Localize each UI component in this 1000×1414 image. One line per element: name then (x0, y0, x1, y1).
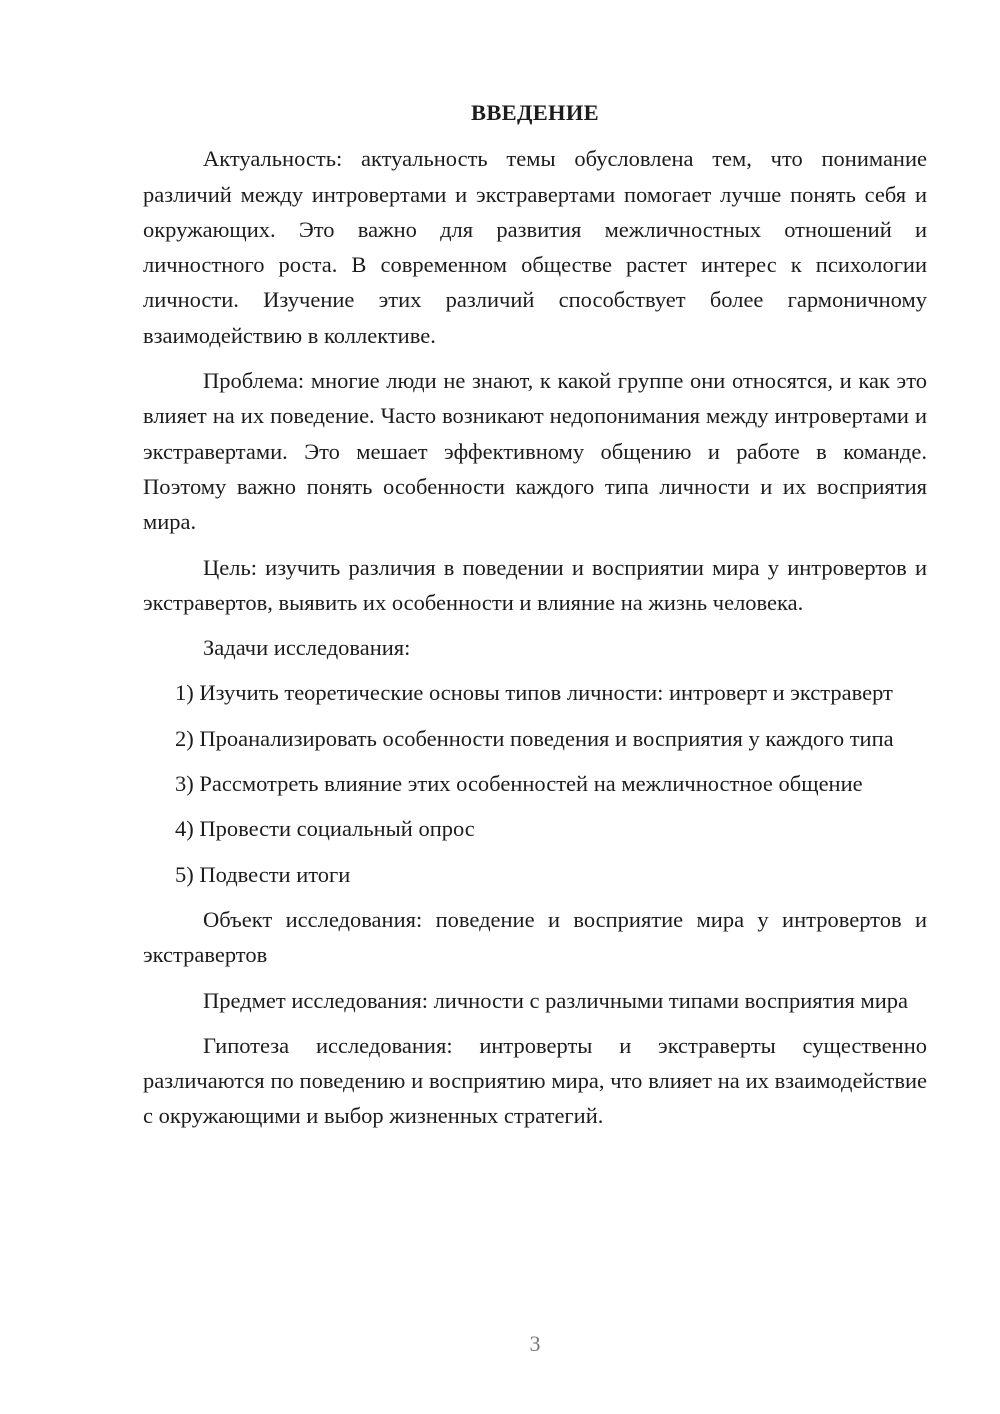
task-item-3: 3) Рассмотреть влияние этих особенностей на межличностное общение (175, 771, 863, 797)
paragraph-goal: Цель: изучить различия в поведении и восприятии мира у интровертов и экстравертов, выявить их особенности и влияние на жизнь человека. (143, 554, 927, 615)
document-body (143, 95, 927, 1144)
task-item-5: 5) Подвести итоги (175, 861, 351, 887)
paragraph-problem: Проблема: многие люди не знают, к какой группе они относятся, и как это влияет на их поведение. Часто возникают недопонимания между интровертами и экстравертами. Это мешает эффективному общению и работе в команде. Поэтому важно понять особенности каждого типа личности и их восприятия мира. (143, 368, 927, 535)
section-heading: ВВЕДЕНИЕ (471, 100, 599, 125)
paragraph-relevance: Актуальность: актуальность темы обусловлена тем, что понимание различий между интровертами и экстравертами помогает лучше понять себя и окружающих. Это важно для развития межличностных отношений и личностного роста. В современном обществе растет интерес к психологии личности. Изучение этих различий способствует более гармоничному взаимодействию в коллективе. (143, 146, 927, 348)
paragraph-subject: Предмет исследования: личности с различными типами восприятия мира (203, 987, 908, 1013)
task-item-4: 4) Провести социальный опрос (175, 816, 475, 842)
task-item-2: 2) Проанализировать особенности поведения и восприятия у каждого типа (175, 725, 894, 751)
task-item-1: 1) Изучить теоретические основы типов личности: интроверт и экстраверт (175, 680, 893, 706)
page-number: 3 (529, 1331, 541, 1356)
tasks-title: Задачи исследования: (203, 635, 411, 661)
paragraph-object: Объект исследования: поведение и восприятие мира у интровертов и экстравертов (143, 906, 927, 968)
paragraph-hypothesis: Гипотеза исследования: интроверты и экстраверты существенно различаются по поведению и восприятию мира, что влияет на их взаимодействие с окружающими и выбор жизненных стратегий. (143, 1032, 927, 1129)
